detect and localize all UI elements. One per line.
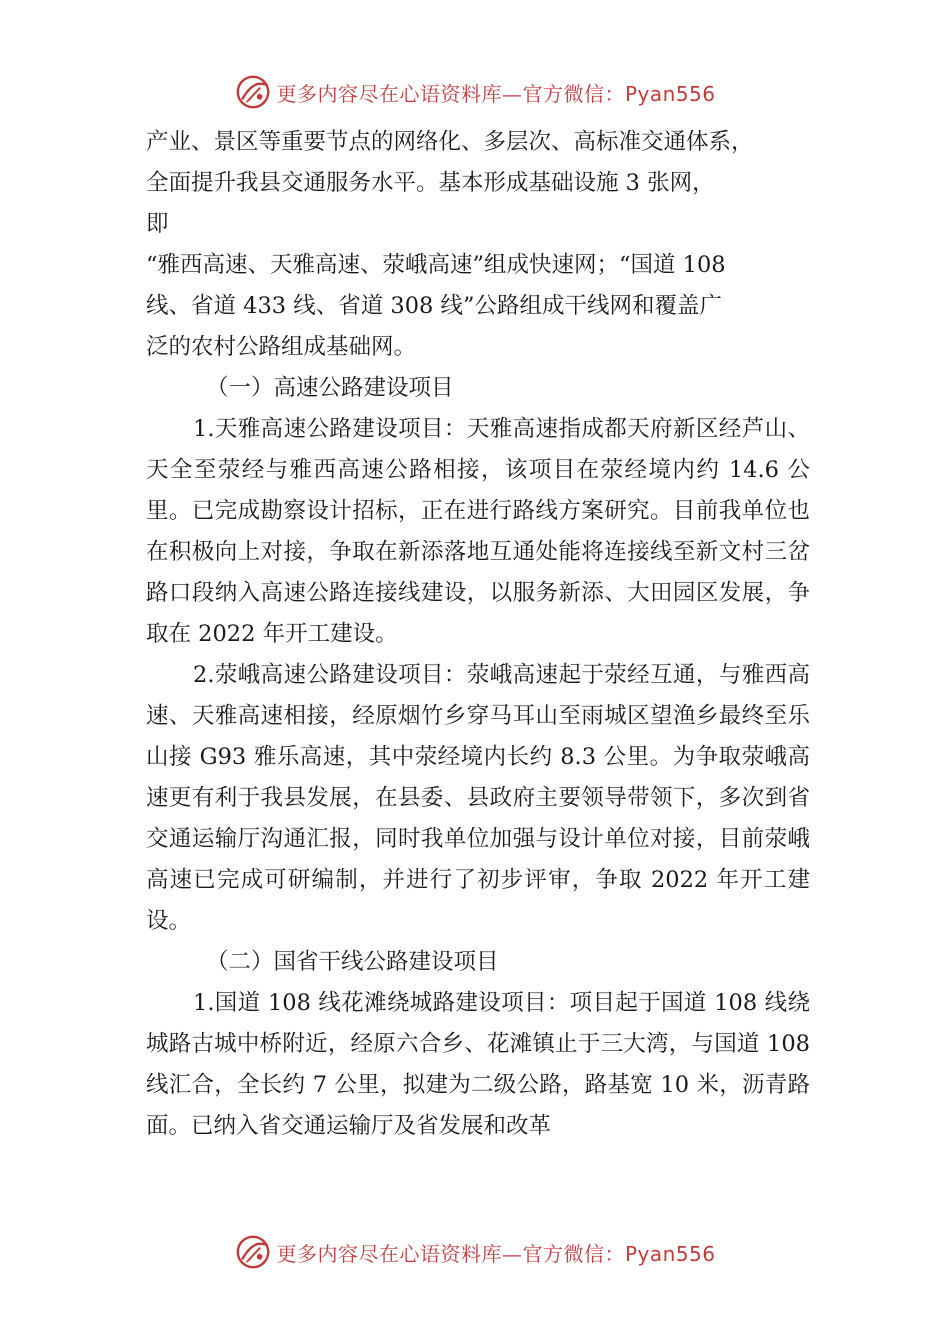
paragraph: 2.荥峨高速公路建设项目：荥峨高速起于荥经互通，与雅西高速、天雅高速相接，经原烟竹乡穿马耳山至雨城区望渔乡最终至乐山接 G93 雅乐高速，其中荥经境内长约 8.3 公里。为争取荥峨高速更有利于我县发展，在县委、县政府主要领导带领下，多次到省交通运输厅沟通汇报，同时我单位加强与设计单位对接，目前荥峨高速已完成可研编制，并进行了初步评审，争取 2022 年开工建设。 bbox=[146, 662, 810, 934]
logo-icon bbox=[234, 1233, 272, 1271]
section-heading: （二）国省干线公路建设项目 bbox=[206, 949, 499, 975]
wechat-id: Pyan556 bbox=[624, 81, 716, 106]
paragraph: 1.天雅高速公路建设项目：天雅高速指成都天府新区经芦山、天全至荥经与雅西高速公路相接，该项目在荥经境内约 14.6 公里。已完成勘察设计招标，正在进行路线方案研究。目前我单位也在积极向上对接，争取在新添落地互通处能将连接线至新文村三岔路口段纳入高速公路连接线建设，以服务新添、大田园区发展，争取在 2022 年开工建设。 bbox=[146, 416, 810, 647]
intro-line: 泛的农村公路组成基础网。 bbox=[146, 334, 417, 360]
intro-line: “雅西高速、天雅高速、荥峨高速”组成快速网；“国道 108 bbox=[146, 252, 726, 278]
section-heading: （一）高速公路建设项目 bbox=[206, 375, 454, 401]
intro-line: 全面提升我县交通服务水平。基本形成基础设施 3 张网， bbox=[146, 170, 715, 196]
intro-line: 产业、景区等重要节点的网络化、多层次、高标准交通体系， bbox=[146, 129, 754, 155]
document-body bbox=[146, 122, 810, 1147]
watermark-footer bbox=[0, 1232, 950, 1272]
watermark-text: 更多内容尽在心语资料库—官方微信：Pyan556 bbox=[276, 1241, 716, 1266]
logo-icon bbox=[234, 73, 272, 111]
watermark-text: 更多内容尽在心语资料库—官方微信：Pyan556 bbox=[276, 81, 716, 106]
watermark-header bbox=[0, 72, 950, 112]
wechat-id: Pyan556 bbox=[624, 1241, 716, 1266]
intro-line: 即 bbox=[146, 211, 169, 237]
paragraph: 1.国道 108 线花滩绕城路建设项目：项目起于国道 108 线绕城路古城中桥附近，经原六合乡、花滩镇止于三大湾，与国道 108 线汇合，全长约 7 公里，拟建为二级公路，路基宽 10 米，沥青路面。已纳入省交通运输厅及省发展和改革 bbox=[146, 990, 810, 1139]
intro-line: 线、省道 433 线、省道 308 线”公路组成干线网和覆盖广 bbox=[146, 293, 723, 319]
